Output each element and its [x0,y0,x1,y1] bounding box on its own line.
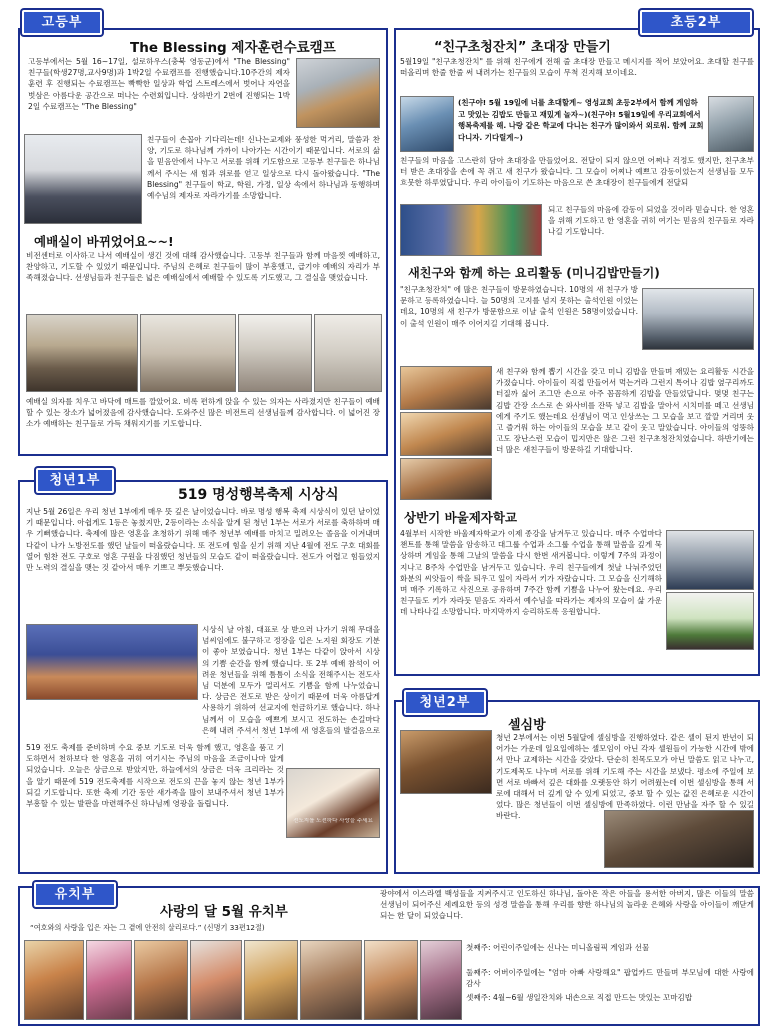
kindergarten-item-3: 셋째주: 4월~6월 생일잔치와 내손으로 직접 만드는 맛있는 꼬마김밥 [466,993,693,1002]
elementary-para6: 4월부터 시작한 바울제자학교가 이제 종강을 남겨두고 있습니다. 매주 수업마다 챈트를 통해 말씀을 암송하고 대그룹 수업과 소그룹 수업을 통해 말씀을 깊게 묵상하며 게임을 통해 그날의 말씀을 다시 한번 새겨봅니다. 이렇게 7주의 과정이 지나고 8주차 수업만을 남겨두고 있습니다. 우리 친구들에게 첫날 나눠주었던 화분의 씨앗들이 싹을 틔우고 잎이 자라서 키가 자랐습니다. 그 모습을 신기해하며 매주 기록하고 사진으로 공유하며 7주간 함께 기쁨을 나누어 왔는데요. 우리 친구들도 키가 자라듯 믿음도 자라서 예수님을 따라가는 제자의 모습이 삶 가운데 나타나길 소망합니다. 마지막까지 승리하도록 응원합니다. [400,529,662,617]
elementary-dept-label: 초등2부 [640,10,752,35]
kindergarten-photo-5 [244,940,298,1020]
elementary-cards-photo [400,204,542,256]
highschool-camp-photo-2 [24,134,142,224]
highschool-dept-label: 고등부 [22,10,102,35]
highschool-para1: 고등부에서는 5월 16~17일, 설로하우스(충북 영동군)에서 "The Blessing" 친구들(학생27명,교사9명)과 1박2일 수료캠프를 진행했습니다.10주간의 제자훈련 후 진행되는 수료캠프는 빡빡한 일상과 학업 스트레스에서 벗어나 자연을 벗삼은 아름다운 공간으로 떠나는 수련회입니다. 상하반기 2번에 진행되는 1박2일 수료캠프는 "The Blessing" [28,57,290,111]
highschool-worship-photo-3 [238,314,312,392]
kindergarten-title: 사랑의 달 5월 유치부 [160,904,288,920]
youth2-cell-photo-1 [400,730,492,794]
elementary-group-photo [642,288,754,350]
elementary-para3: 되고 친구들의 마음에 감동이 되었을 것이라 믿습니다. 한 영혼을 위해 기도하고 한 영혼을 귀히 여기는 믿음의 친구들로 자라나길 기도합니다. [548,205,754,237]
highschool-para3: 비전센터로 이사하고 나서 예배실이 생긴 것에 대해 감사했습니다. 고등부 친구들과 함께 마음껏 예배하고, 찬양하고, 기도할 수 있었기 때문입니다. 주님의 은혜로 친구들이 많이 부흥했고, 급기야 예배의 자리가 부족해졌습니다. 선생님들과 친구들은 넓은 예배실에서 예배할 수 있도록 기도했고, 그 결실을 맺었습니다. [26,251,380,283]
youth1-para1: 지난 5월 26일은 우리 청년 1부에게 매우 뜻 깊은 날이었습니다. 바로 명성 행복 축제 시상식이 있던 날이었기 때문입니다. 아쉽게도 1등은 놓쳤지만, 2등이라는 소식을 알게 된 청년 1부는 서로가 서로를 축하하며 매우 기뻐했습니다. 축제에 많은 영혼을 초청하기 위해 매주 청년부 예배를 마치고 밀려오는 졸음을 이겨내며 다같이 나가 노방전도를 했던 날들이 떠올랐습니다. 또 전도에 힘을 싣기 위해 지난 4월에 전도 구호 대회를 열어 힘찬 전도 구호로 영혼 구원을 다짐했던 청년들의 모습도 같이 떠올랐습니다. 전도가 어렵고 힘들었지만 노력의 결실을 맺는 것 같아서 매우 기쁘고 뿌듯했습니다. [26,507,380,573]
elementary-subtitle-cooking: 새친구와 함께 하는 요리활동 (미니김밥만들기) [408,266,660,280]
highschool-para2: 친구들이 손꼽아 기다리는데! 신나는교제와 풍성한 먹거리, 말씀과 찬양, 기도로 하나님께 가까이 나아가는 시간이기 때문입니다. 서로의 삶을 믿음안에서 나누고 서로를 위해 기도함으로 고등부 친구들은 하나님께서 주시는 새 힘과 위로를 얻고 일상으로 다시 돌아왔습니다. "The Blessing" 친구들이 학교, 학원, 가정, 일상 속에서 하나님과 동행하며 예수님의 제자로 자라가기를 소망합니다. [147,135,380,201]
kindergarten-item-1: 첫째주: 어린이주일에는 신나는 미니올림픽 게임과 선물 [466,943,650,952]
youth2-para1: 청년 2부에서는 이번 5월달에 셀심방을 진행하였다. 같은 셀이 된지 반년이 되어가는 가운데 일요일에하는 셀모임이 아닌 각자 셀원들이 가능한 시간에 밖에서 만나 교제하는 시간을 갖았다. 단순히 친목도모가 아닌 말씀도 읽고 나누고, 기도제목도 나누며 서로를 위해 기도해 주는 시간을 보냈다. 평소에 주일에 보면 서로 바빠서 깊은 대화를 오랫동안 하기 어려웠는데 이번 셀심방을 통해 서로에 대해서 더 깊게 알 수 있게 되었고, 중보 할 수 있는 값진 은혜로운 시간이었다. 많은 청년들이 이번 셀심방에 만족하였다. 이런 만남을 자주 할 수 있길 바란다. [496,733,754,821]
youth1-photo-caption: 전도지를 도전하다 사랑을 주세요 [293,818,373,824]
highschool-worship-photo-1 [26,314,138,392]
elementary-para1: 5월19일 "친구초청잔치" 를 위해 친구에게 전해 줄 초대장 만들고 메시지를 적어 보았어요. 초대할 친구를 떠올리며 한줄 한줄 써 내려가는 친구들의 모습이 무척 진지해 보이네요. [400,57,754,78]
kindergarten-photo-4 [190,940,242,1020]
youth1-para3: 519 전도 축제를 준비하며 수요 중보 기도로 더욱 함께 했고, 영혼을 품고 기도하면서 천하보다 한 영혼을 귀히 여기시는 주님의 마음을 조금이나마 알게 되었습니다. 오늘은 상금으로 받았지만, 하늘에서의 상금은 더욱 크리라는 것을 알기 때문에 519 전도축제를 시작으로 전도의 끈을 놓지 않는 청년 1부가되길 기도합니다. 또한 축제 기간 동안 새가족을 많이 보내주셔서 청년 1부가 부흥할 수 있는 발판을 마련해주신 하나님께 영광을 돌립니다. [26,743,284,809]
highschool-title: The Blessing 제자훈련수료캠프 [130,40,336,56]
youth1-para2: 시상식 날 아침, 대표로 상 받으러 나가기 위해 무대을 넘씨임에도 불구하고 정장을 입은 노지원 회장도 기분이 좋아 보였습니다. 청년 1부는 다같이 앉아서 시상의 기쁨 순간을 함께 했습니다. 또 2부 예배 참석이 어려운 청년들을 위해 틈틈이 소식을 전해주시는 전도사님 덕분에 모두가 멀리서도 기쁨을 함께 나누었습니다. 상금은 전도로 받은 상이기 때문에 더욱 아름답게 사용하기 위하여 선교지에 헌금하기로 했습니다. 하나님께서 이 모습을 예쁘게 보시고 전도하는 손길마다 은혜 내려 주셔서 청년 1부에 새 영혼들의 발걸음으로 [202,625,380,735]
kindergarten-photo-7 [364,940,418,1020]
kindergarten-photo-1 [24,940,84,1020]
kindergarten-para1: 광야에서 이스라엘 백성들을 지켜주시고 인도하신 하나님, 돌아온 작은 아들을 용서한 아버지, 많은 이들의 말씀 선생님이 되어주신 세례요한 등의 성경 말씀을 통해 우리를 향한 하나님의 놀라운 은혜와 사랑을 아이들이 깨닫게 되는 한 달이 되었습니다. [380,889,754,921]
elementary-para5: 새 친구와 함께 뽑기 시간을 갖고 미니 김밥을 만들며 재밌는 요리활동 시간을 가졌습니다. 아이들이 직접 만들어서 먹는거라 그런지 톡어나 김밥 옆구리까도 터질까 싫어 조그만 손으로 아주 꼼꼼하게 김밥을 만들었답니다. 몇몇 친구는 김밥 간장 소스로 손 와사비를 잔뜩 넣고 김밥을 말아서 시치미를 떼고 선생님에게 주기도 했는데요 선생님이 먹고 인상쓰는 그 모습을 보고 깔깔 거리며 웃고 즐거워 하는 아이들의 모습을 보고 같이 웃고 말았습니다. 아이들의 엉뚱하고도 장난스런 모습이 밉지만은 않은 그런 친구초청잔치였습니다. 하반기에는 더 많은 새친구들이 방문하길 기대합니다. [496,367,754,455]
kindergarten-item-2: 둘째주: 어버이주일에는 "엄마 아빠 사랑해요" 팝업카드 만들며 부모님에 대한 사랑에 감사 [466,968,754,989]
youth2-dept-label: 청년2부 [404,690,486,715]
youth2-title: 셀심방 [508,718,546,733]
elementary-paul-photo-1 [666,530,754,590]
kindergarten-photo-3 [134,940,188,1020]
youth1-title: 519 명성행복축제 시상식 [178,487,339,503]
elementary-plant-photo [666,592,754,650]
elementary-invite-photo-1 [400,96,454,152]
kindergarten-dept-label: 유치부 [34,882,116,907]
elementary-para4: "친구초청잔치" 에 많은 친구들이 방문하였습니다. 10명의 새 친구가 방문하고 등록하였습니다. 늘 50명의 고지를 넘지 못하는 출석인원 이었는데요, 10명의 새 친구가 방문함으로 이날 출석 인원은 58명이었습니다. 이 출석 인원이 매주 이어지길 기대해 봅니다. [400,285,638,328]
elementary-kimbap-photo-2 [400,412,492,456]
elementary-invite-text: (친구야! 5월 19일에 너를 초대할게~ 영성교회 초등2부에서 함께 게임하고 맛있는 김밥도 만들고 재밌게 놀자~)(친구야! 5월19일에 우리교회에서 행복축제를 해. 나랑 같은 학교에 다니는 친구가 많이와서 외로워. 함께 교회 다니자. 기다릴게~) [458,98,704,142]
kindergarten-verse: “여호와의 사랑을 입은 자는 그 곁에 안전히 살리로다.” (신명기 33편12절) [30,923,265,932]
youth1-dept-label: 청년1부 [36,468,114,493]
highschool-worship-photo-4 [314,314,382,392]
highschool-camp-photo-1 [296,58,380,128]
highschool-para4: 예배실 의자를 치우고 바닥에 매트를 깔았어요. 비록 편하게 앉을 수 있는 의자는 사라졌지만 친구들이 예배할 수 있는 장소가 넓어졌음에 감사했습니다. 도와주신 많은 비전트리 선생님들께 감사합니다. 이 넓어진 장소가 예배하는 친구들로 가득 채워지기를 기도합니다. [26,397,380,429]
elementary-kimbap-photo-3 [400,458,492,500]
highschool-subtitle: 예배실이 바뀌었어요~~! [34,234,174,249]
kindergarten-photo-2 [86,940,132,1020]
elementary-title: “친구초청잔치” 초대장 만들기 [434,40,611,55]
kindergarten-photo-8 [420,940,462,1020]
elementary-kimbap-photo-1 [400,366,492,410]
highschool-worship-photo-2 [140,314,236,392]
elementary-invite-photo-2 [708,96,754,152]
elementary-subtitle-paul: 상반기 바울제자학교 [404,510,518,525]
kindergarten-photo-6 [300,940,362,1020]
elementary-para2: 친구들의 마음을 고스란히 담아 초대장을 만들었어요. 전달이 되지 않으면 어쩌나 걱정도 했지만, 친구초부터 받은 초대장을 손에 꼭 쥐고 새 친구가 왔습니다. 그 모습이 어찌나 예쁘고 감동이었는지 선생님들 모두 흐뭇한 하루였답니다. 우리 아이들이 기도하는 마음으로 쓴 초대장이 친구들에게 전달되 [400,156,754,188]
